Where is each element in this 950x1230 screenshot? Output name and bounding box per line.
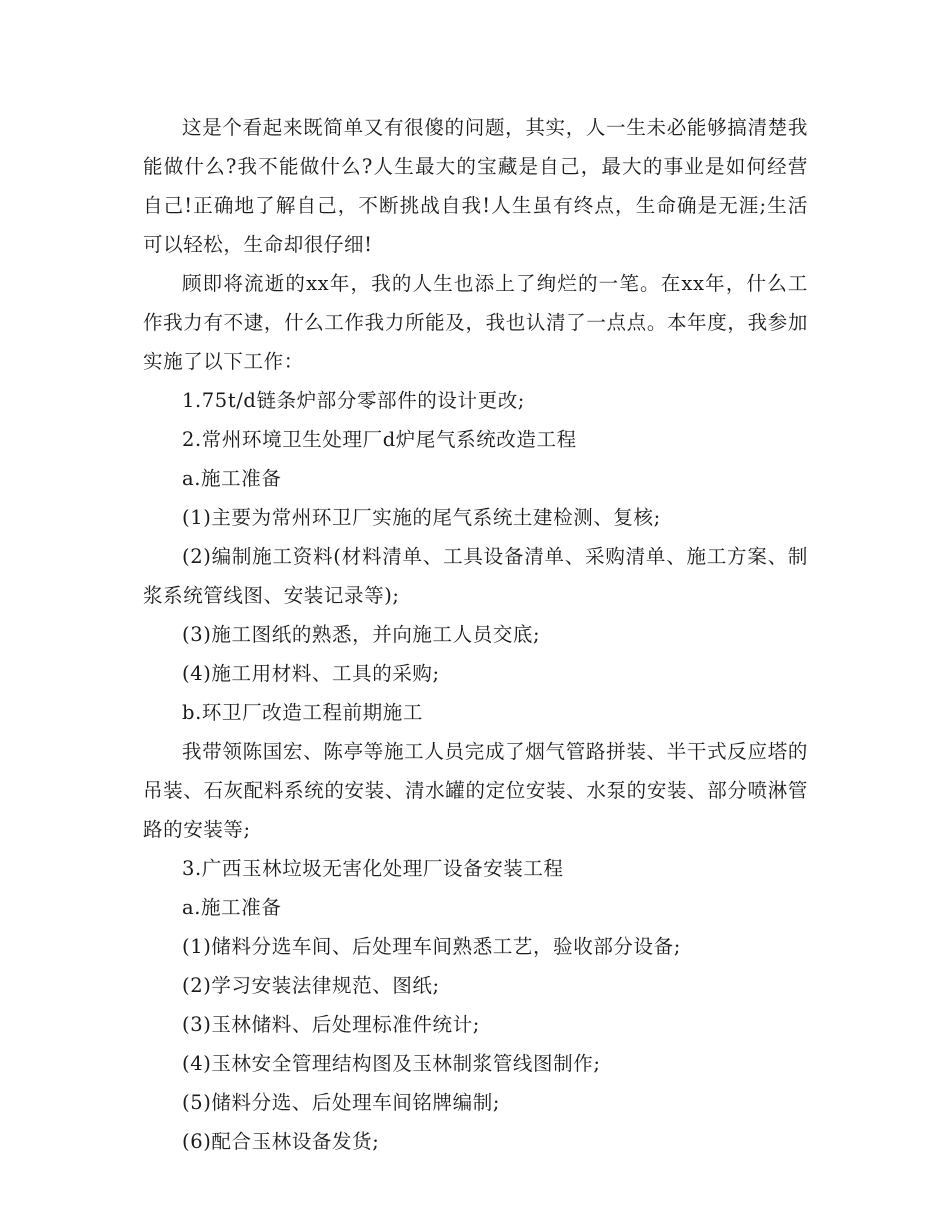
sub-heading-a: a.施工准备 (182, 467, 282, 490)
list-item: (6)配合玉林设备发货; (182, 1130, 380, 1153)
list-item: (1)储料分选车间、后处理车间熟悉工艺，验收部分设备; (182, 935, 681, 958)
list-item: (3)玉林储料、后处理标准件统计; (182, 1013, 480, 1036)
list-item-1: 1.75t/d链条炉部分零部件的设计更改; (182, 389, 525, 412)
list-item-2: 2.常州环境卫生处理厂d炉尾气系统改造工程 (182, 428, 577, 451)
sub-heading-a: a.施工准备 (182, 896, 282, 919)
list-item: (1)主要为常州环卫厂实施的尾气系统土建检测、复核; (182, 506, 661, 529)
list-item: (2)学习安装法律规范、图纸; (182, 974, 440, 997)
list-item: (4)施工用材料、工具的采购; (182, 662, 440, 685)
document-body (143, 108, 808, 1161)
paragraph-intro: 这是个看起来既简单又有很傻的问题，其实，人一生未必能够搞清楚我能做什么?我不能做什么?人生最大的宝藏是自己，最大的事业是如何经营自己!正确地了解自己，不断挑战自我!人生虽有终点，生命确是无涯;生活可以轻松，生命却很仔细! (143, 116, 808, 256)
sub-heading-b: b.环卫厂改造工程前期施工 (182, 701, 423, 724)
paragraph-review: 顾即将流逝的xx年，我的人生也添上了绚烂的一笔。在xx年，什么工作我力有不逮，什么工作我力所能及，我也认清了一点点。本年度，我参加实施了以下工作： (143, 272, 808, 373)
list-item: (2)编制施工资料(材料清单、工具设备清单、采购清单、施工方案、制浆系统管线图、安装记录等); (143, 545, 808, 607)
list-item: (3)施工图纸的熟悉，并向施工人员交底; (182, 623, 541, 646)
list-item: (5)储料分选、后处理车间铭牌编制; (182, 1091, 500, 1114)
list-item: (4)玉林安全管理结构图及玉林制浆管线图制作; (182, 1052, 601, 1075)
paragraph-construction: 我带领陈国宏、陈亭等施工人员完成了烟气管路拼装、半干式反应塔的吊装、石灰配料系统的安装、清水罐的定位安装、水泵的安装、部分喷淋管路的安装等; (143, 740, 808, 841)
list-item-3: 3.广西玉林垃圾无害化处理厂设备安装工程 (182, 857, 564, 880)
